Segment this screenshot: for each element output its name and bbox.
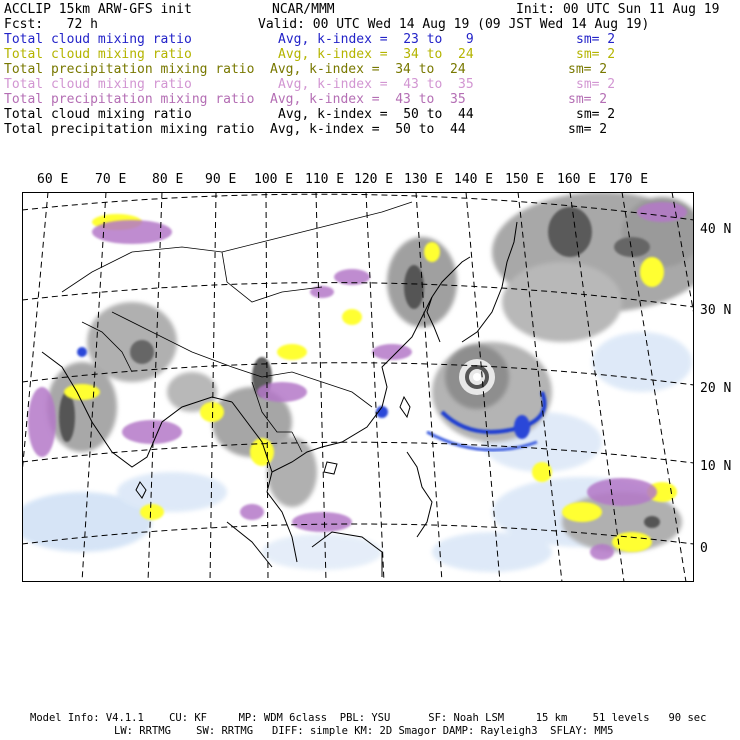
field-sm: sm= 2 xyxy=(576,47,616,62)
field-name: Total cloud mixing ratio xyxy=(4,107,192,122)
field-sm: sm= 2 xyxy=(568,92,608,107)
model-info-line-2: LW: RRTMG SW: RRTMG DIFF: simple KM: 2D Smagor DAMP: Rayleigh3 SFLAY: MM5 xyxy=(114,725,614,737)
model-title: ACCLIP 15km ARW-GFS init xyxy=(4,2,192,17)
field-avg: Avg, k-index = 43 to 35 xyxy=(278,77,474,92)
field-sm: sm= 2 xyxy=(568,122,608,137)
center-label: NCAR/MMM xyxy=(272,2,335,17)
field-name: Total cloud mixing ratio xyxy=(4,77,192,92)
field-name: Total precipitation mixing ratio xyxy=(4,62,255,77)
lon-label: 70 E xyxy=(95,172,127,187)
lat-label: 20 N xyxy=(700,381,732,396)
field-sm: sm= 2 xyxy=(576,77,616,92)
lon-label: 120 E xyxy=(354,172,394,187)
field-name: Total precipitation mixing ratio xyxy=(4,122,255,137)
lon-label: 160 E xyxy=(557,172,597,187)
field-sm: sm= 2 xyxy=(576,107,616,122)
lon-label: 90 E xyxy=(205,172,237,187)
field-sm: sm= 2 xyxy=(576,32,616,47)
lon-label: 110 E xyxy=(305,172,345,187)
lat-label: 40 N xyxy=(700,222,732,237)
lon-label: 100 E xyxy=(254,172,294,187)
field-name: Total precipitation mixing ratio xyxy=(4,92,255,107)
lon-label: 150 E xyxy=(505,172,545,187)
valid-time: Valid: 00 UTC Wed 14 Aug 19 (09 JST Wed 14 Aug 19) xyxy=(258,17,650,32)
field-avg: Avg, k-index = 43 to 35 xyxy=(270,92,466,107)
field-sm: sm= 2 xyxy=(568,62,608,77)
field-avg: Avg, k-index = 50 to 44 xyxy=(270,122,466,137)
model-info-line-1: Model Info: V4.1.1 CU: KF MP: WDM 6class PBL: YSU SF: Noah LSM 15 km 51 levels 90 sec xyxy=(30,712,707,724)
lon-label: 80 E xyxy=(152,172,184,187)
init-time: Init: 00 UTC Sun 11 Aug 19 xyxy=(516,2,720,17)
lat-label: 0 xyxy=(700,541,708,556)
field-avg: Avg, k-index = 23 to 9 xyxy=(278,32,474,47)
forecast-map xyxy=(22,192,694,582)
field-avg: Avg, k-index = 34 to 24 xyxy=(278,47,474,62)
field-name: Total cloud mixing ratio xyxy=(4,32,192,47)
lat-label: 30 N xyxy=(700,303,732,318)
field-avg: Avg, k-index = 34 to 24 xyxy=(270,62,466,77)
forecast-hour: Fcst: 72 h xyxy=(4,17,98,32)
lat-label: 10 N xyxy=(700,459,732,474)
lon-label: 140 E xyxy=(454,172,494,187)
field-avg: Avg, k-index = 50 to 44 xyxy=(278,107,474,122)
lon-label: 170 E xyxy=(609,172,649,187)
lon-label: 60 E xyxy=(37,172,69,187)
lon-label: 130 E xyxy=(404,172,444,187)
field-name: Total cloud mixing ratio xyxy=(4,47,192,62)
